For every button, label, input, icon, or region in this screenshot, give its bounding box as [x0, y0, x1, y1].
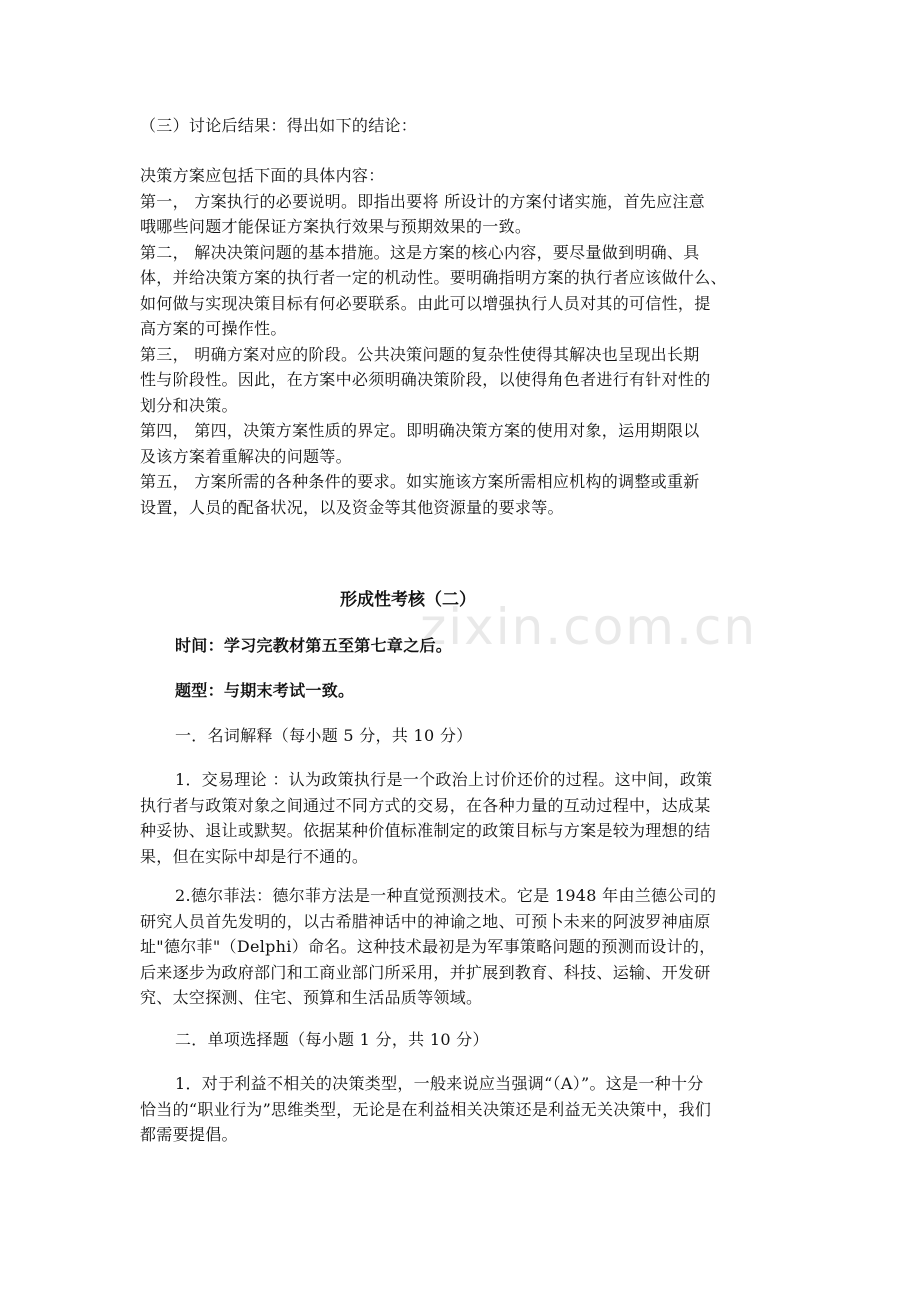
type-block	[140, 678, 795, 704]
q1-line: 果，但在实际中却是行不通的。	[140, 846, 369, 866]
q2-line: 研究人员首先发明的，以古希腊神话中的神谕之地、可预卜未来的阿波罗神庙原	[140, 911, 711, 931]
assessment-heading: 形成性考核（二）	[340, 590, 476, 610]
item-line: 高方案的可操作性。	[140, 319, 287, 338]
watermark: zixin.com.cn	[420, 598, 758, 656]
q2-line: 2.德尔菲法：德尔菲方法是一种直觉预测技术。它是 1948 年由兰德公司的	[175, 886, 717, 905]
item-line: 设置，人员的配备状况，以及资金等其他资源量的要求等。	[140, 497, 564, 517]
time-line: 时间：学习完教材第五至第七章之后。	[175, 636, 453, 655]
time-block	[140, 633, 795, 659]
type-line: 题型：与期末考试一致。	[175, 681, 355, 700]
item-line: 体，并给决策方案的执行者一定的机动性。要明确指明方案的执行者应该做什么、	[140, 268, 727, 287]
item-line: 第一， 方案执行的必要说明。即指出要将 所设计的方案付诸实施，首先应注意	[140, 191, 705, 211]
part1-title-block	[140, 723, 795, 749]
part1-q2	[140, 883, 795, 1011]
item-line: 性与阶段性。因此，在方案中必须明确决策阶段，以使得角色者进行有针对性的	[140, 370, 711, 389]
section3-intro: 决策方案应包括下面的具体内容：	[140, 166, 385, 185]
section3-title: （三）讨论后结果：得出如下的结论：	[140, 116, 418, 135]
section3-title-block	[140, 113, 795, 139]
part1-title: 一．名词解释（每小题 5 分，共 10 分）	[175, 726, 473, 745]
item-line: 第三， 明确方案对应的阶段。公共决策问题的复杂性使得其解决也呈现出长期	[140, 344, 700, 364]
p2q1-line: 恰当的“职业行为”思维类型，无论是在利益相关决策还是利益无关决策中，我们	[140, 1099, 712, 1119]
item-line: 第四， 第四，决策方案性质的界定。即明确决策方案的使用对象，运用期限以	[140, 421, 700, 440]
p2q1-line: 1．对于利益不相关的决策类型，一般来说应当强调“（A）”。这是一种十分	[175, 1074, 704, 1093]
section3-content	[140, 163, 795, 520]
item-line: 划分和决策。	[140, 395, 238, 415]
part2-title-block	[140, 1027, 795, 1053]
item-line: 第二， 解决决策问题的基本措施。这是方案的核心内容，要尽量做到明确、具	[140, 242, 700, 262]
item-line: 第五， 方案所需的各种条件的要求。如实施该方案所需相应机构的调整或重新	[140, 472, 700, 491]
q1-line: 1．交易理论 ：认为政策执行是一个政治上讨价还价的过程。这中间，政策	[175, 770, 713, 789]
q1-line: 种妥协、退让或默契。依据某种价值标准制定的政策目标与方案是较为理想的结	[140, 821, 711, 840]
p2q1-line: 都需要提倡。	[140, 1125, 238, 1144]
part1-q1	[140, 767, 795, 869]
item-line: 如何做与实现决策目标有何必要联系。由此可以增强执行人员对其的可信性，提	[140, 293, 711, 313]
q2-line: 究、太空探测、住宅、预算和生活品质等领域。	[140, 988, 483, 1007]
q2-line: 后来逐步为政府部门和工商业部门所采用，并扩展到教育、科技、运输、开发研	[140, 962, 711, 982]
q2-line: 址"德尔菲"（Delphi）命名。这种技术最初是为军事策略问题的预测而设计的，	[140, 937, 716, 956]
part2-title: 二．单项选择题（每小题 1 分，共 10 分）	[175, 1030, 489, 1049]
item-line: 及该方案着重解决的问题等。	[140, 446, 352, 466]
q1-line: 执行者与政策对象之间通过不同方式的交易，在各种力量的互动过程中，达成某	[140, 795, 711, 815]
item-line: 哦哪些问题才能保证方案执行效果与预期效果的一致。	[140, 217, 532, 236]
part2-q1	[140, 1071, 795, 1148]
